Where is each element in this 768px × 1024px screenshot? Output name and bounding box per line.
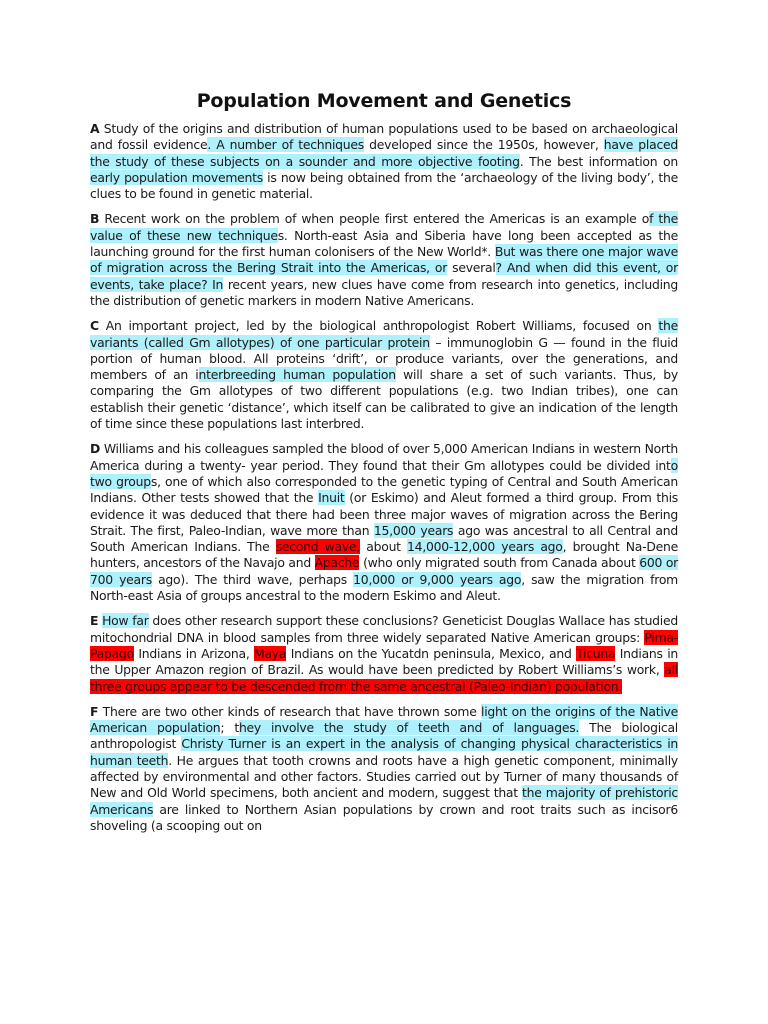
paragraph-label: D — [90, 441, 101, 457]
paragraph-e — [90, 613, 678, 694]
body-text: are linked to Northern Asian populations by crown and root traits such as incisor6 shoveling (a scooping out on — [90, 801, 678, 833]
body-text: s, one of which also corresponded to the genetic typing of Central and South American Indians. Other tests showed that the — [90, 473, 679, 506]
body-text: will share a set of such variants. Thus, by comparing the Gm allotypes of two different populations (e.g. two Indian tribes), one can establish their genetic ‘distance’, which itself can be calibrated to give an indication of the length of time since these populations last interbred. — [90, 367, 678, 432]
body-text: Williams and his colleagues sampled the blood of over 5,000 American Indians in western North America during a twenty- year period. They found that their Gm allotypes could be divided int — [90, 441, 678, 473]
paragraph-label: C — [90, 318, 99, 334]
body-text: – immunoglobin G — found in the fluid portion of human blood. All proteins ‘drift’, or produce variants, over the generations, and members of an i — [90, 334, 679, 383]
highlight-cyan: ? And when did this event, or events, take place? In — [90, 260, 678, 292]
highlight-cyan: the variants (called Gm allotypes) of one particular protein — [90, 318, 678, 350]
highlight-red: Maya — [254, 645, 287, 661]
paragraph-a — [90, 121, 678, 202]
body-text: There are two other kinds of research that have thrown some — [98, 703, 482, 719]
paragraph-c — [90, 318, 678, 432]
body-text: Study of the origins and distribution of human populations used to be based on archaeological and fossil evidence — [90, 121, 678, 153]
highlight-cyan: have placed the study of these subjects on a sounder and more objective footing — [90, 137, 678, 169]
body-text: Recent work on the problem of when people first entered the Americas is an example o — [99, 211, 650, 227]
body-text: recent years, new clues have come from research into genetics, including the distribution of genetic markers in modern Native Americans. — [90, 276, 678, 308]
body-text: Indians in Arizona, — [133, 645, 255, 661]
highlight-red: Apache — [314, 555, 360, 571]
document-body — [90, 121, 678, 834]
body-text: ago). The third wave, perhaps — [151, 571, 354, 587]
body-text: An important project, led by the biological anthropologist Robert Williams, focused on — [98, 318, 659, 334]
paragraph-d — [90, 441, 678, 604]
highlight-cyan: Christy Turner is an expert in the analysis of changing physical characteristics in human teeth — [90, 736, 678, 768]
highlight-cyan: 15,000 years — [373, 522, 454, 538]
body-text: developed since the 1950s, however, — [363, 137, 604, 153]
highlight-red: all three groups appear to be descended from the same ancestral (Paleo-Indian) population. — [90, 662, 678, 694]
document-page — [90, 90, 678, 843]
highlight-cyan: But was there one major wave of migration across the Bering Strait into the Americas, or — [90, 244, 679, 276]
body-text: does other research support these conclusions? Geneticist Douglas Wallace has studied mitochondrial DNA in blood samples from three widely separated Native American groups: — [90, 613, 678, 645]
highlight-red: second wave, — [275, 539, 361, 555]
highlight-cyan: o two group — [90, 457, 678, 489]
body-text: , brought Na-Dene hunters, ancestors of the Navajo and — [90, 539, 678, 571]
highlight-cyan: the majority of prehistoric Americans — [90, 785, 678, 817]
highlight-cyan: 600 or 700 years — [90, 555, 679, 587]
body-text: is now being obtained from the ‘archaeology of the living body’, the clues to be found in genetic material. — [90, 169, 678, 202]
body-text: ; t — [220, 720, 239, 736]
highlight-red: Pima- Papago — [90, 629, 678, 661]
body-text: several — [447, 260, 496, 276]
body-text: (who only migrated south from Canada about — [359, 555, 640, 571]
paragraph-b — [90, 211, 678, 309]
body-text: Indians on the Yucatdn peninsula, Mexico, and — [286, 645, 577, 661]
highlight-cyan: f the value of these new technique — [90, 211, 678, 243]
highlight-cyan: 14,000-12,000 years ago — [407, 539, 563, 555]
highlight-cyan: early population movements — [90, 169, 263, 185]
highlight-cyan: 10,000 or 9,000 years ago — [353, 571, 522, 587]
highlight-cyan: Inuit — [318, 490, 345, 506]
paragraph-label: B — [90, 211, 100, 227]
body-text: The biological anthropologist — [90, 720, 678, 752]
highlight-cyan: nterbreeding human population — [198, 367, 396, 383]
highlight-cyan: hey involve the study of teeth and of languages. — [238, 720, 580, 736]
body-text: about — [360, 539, 408, 555]
highlight-cyan: How far — [102, 613, 149, 629]
body-text: . The best information on — [519, 153, 678, 169]
highlight-cyan: light on the origins of the Native American population — [90, 703, 678, 736]
body-text: , saw the migration from North-east Asia of groups ancestral to the modern Eskimo and Aleut. — [90, 571, 678, 604]
document-title: Population Movement and Genetics — [196, 90, 572, 112]
body-text: Indians in the Upper Amazon region of Brazil. As would have been predicted by Robert Williams’s work, — [90, 645, 678, 678]
highlight-red: Ticuna — [576, 645, 616, 661]
body-text: ago was ancestral to all Central and South American Indians. The — [90, 522, 678, 555]
paragraph-label: A — [90, 121, 100, 136]
body-text: (or Eskimo) and Aleut formed a third group. From this evidence it was deduced that there had been three major waves of migration across the Bering Strait. The first, Paleo-Indian, wave more than — [90, 490, 678, 538]
body-text: s. North-east Asia and Siberia have long been accepted as the launching ground for the first human colonisers of the New World*. — [90, 227, 678, 260]
highlight-cyan: . A number of techniques — [207, 137, 364, 153]
paragraph-label: E — [90, 613, 99, 629]
body-text: . He argues that tooth crowns and roots have a high genetic component, minimally affected by environmental and other factors. Studies carried out by Turner of many thousands of New and Old World specimens, both ancient and modern, suggest that — [90, 752, 678, 801]
paragraph-label: F — [90, 703, 99, 719]
paragraph-f — [90, 704, 678, 834]
